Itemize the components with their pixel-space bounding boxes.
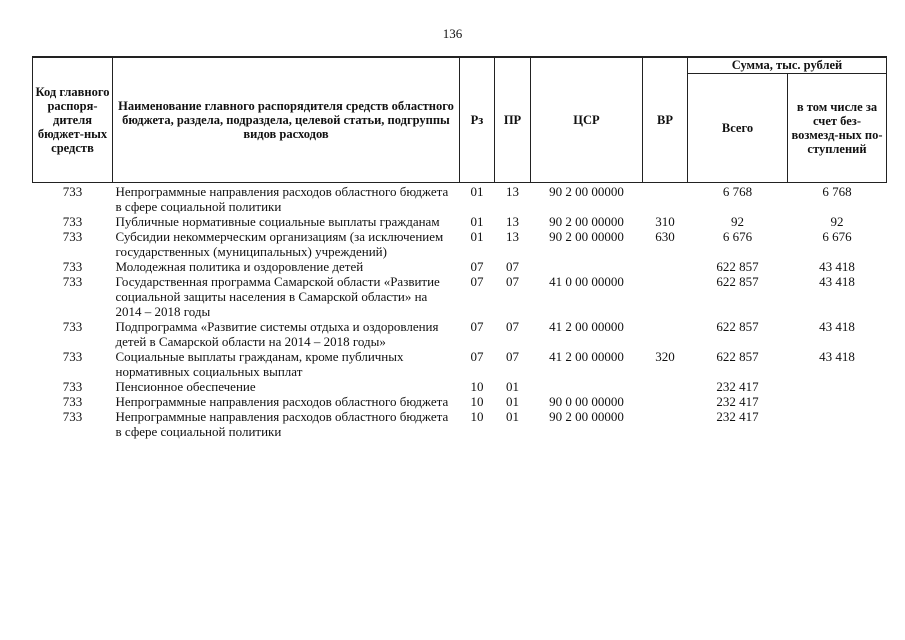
cell-rz: 01	[470, 229, 484, 244]
cell-vr	[643, 259, 688, 274]
cell-pr: 13	[506, 229, 519, 244]
cell-csr	[531, 259, 643, 274]
cell-total: 6 676	[722, 229, 753, 244]
cell-vr: 320	[655, 349, 675, 364]
cell-name: Публичные нормативные социальные выплаты гражданам	[115, 214, 440, 229]
cell-code: 733	[62, 229, 83, 244]
cell-vr	[643, 319, 688, 349]
cell-name: Пенсионное обеспечение	[115, 379, 256, 394]
cell-code: 733	[62, 349, 83, 364]
cell-csr: 90 0 00 00000	[549, 394, 624, 409]
cell-free: 43 418	[819, 349, 855, 364]
cell-name: Подпрограмма «Развитие системы отдыха и оздоровления детей в Самарской области на 2014 – 2018 годы»	[115, 319, 439, 349]
cell-name: Непрограммные направления расходов областного бюджета в сфере социальной политики	[115, 184, 449, 214]
cell-name: Социальные выплаты гражданам, кроме публичных нормативных социальных выплат	[115, 349, 404, 379]
cell-rz: 07	[470, 274, 484, 289]
cell-total: 622 857	[716, 274, 759, 289]
cell-vr: 310	[655, 214, 675, 229]
table-row	[33, 394, 887, 409]
cell-csr: 90 2 00 00000	[549, 184, 624, 199]
cell-code: 733	[62, 214, 83, 229]
table-row	[33, 214, 887, 229]
cell-rz: 07	[470, 319, 484, 334]
table-row	[33, 409, 887, 439]
cell-name: Субсидии некоммерческим организациям (за исключением государственных (муниципальных) учреждений)	[115, 229, 444, 259]
table-row	[33, 349, 887, 379]
cell-rz: 10	[470, 409, 484, 424]
cell-total: 232 417	[716, 409, 759, 424]
cell-vr	[643, 409, 688, 439]
cell-vr	[643, 274, 688, 319]
header-pr: ПР	[495, 57, 531, 183]
cell-csr: 90 2 00 00000	[549, 409, 624, 424]
cell-code: 733	[62, 379, 83, 394]
table-row	[33, 274, 887, 319]
cell-pr: 01	[506, 409, 519, 424]
cell-pr: 07	[506, 319, 519, 334]
header-vr: ВР	[643, 57, 688, 183]
cell-pr: 07	[506, 274, 519, 289]
cell-rz: 07	[470, 349, 484, 364]
cell-free	[788, 379, 887, 394]
cell-rz: 01	[470, 214, 484, 229]
header-total: Всего	[688, 73, 788, 182]
cell-total: 92	[731, 214, 744, 229]
cell-pr: 13	[506, 214, 519, 229]
cell-total: 622 857	[716, 319, 759, 334]
cell-free: 43 418	[819, 319, 855, 334]
cell-rz: 10	[470, 379, 484, 394]
cell-csr	[531, 379, 643, 394]
header-rz: Рз	[460, 57, 495, 183]
cell-code: 733	[62, 259, 83, 274]
cell-free: 6 768	[822, 184, 852, 199]
table-row	[33, 379, 887, 394]
cell-vr: 630	[655, 229, 675, 244]
table-body	[33, 183, 887, 440]
cell-free	[788, 394, 887, 409]
cell-vr	[643, 394, 688, 409]
cell-free: 43 418	[819, 274, 855, 289]
cell-rz: 07	[470, 259, 484, 274]
cell-csr: 41 2 00 00000	[549, 319, 624, 334]
cell-pr: 07	[506, 349, 519, 364]
cell-total: 232 417	[716, 394, 759, 409]
cell-total: 622 857	[716, 259, 759, 274]
cell-total: 6 768	[722, 184, 753, 199]
cell-free: 43 418	[819, 259, 855, 274]
cell-csr: 90 2 00 00000	[549, 229, 624, 244]
table-row	[33, 259, 887, 274]
cell-code: 733	[62, 394, 83, 409]
cell-pr: 01	[506, 394, 519, 409]
cell-name: Непрограммные направления расходов областного бюджета	[115, 394, 449, 409]
cell-name: Непрограммные направления расходов областного бюджета в сфере социальной политики	[115, 409, 449, 439]
cell-code: 733	[62, 319, 83, 334]
cell-csr: 41 0 00 00000	[549, 274, 624, 289]
cell-name: Государственная программа Самарской области «Развитие социальной защиты населения в Самарской области» на 2014 – 2018 годы	[115, 274, 440, 319]
table-row	[33, 319, 887, 349]
cell-code: 733	[62, 409, 83, 424]
header-csr: ЦСР	[531, 57, 643, 183]
cell-csr: 41 2 00 00000	[549, 349, 624, 364]
cell-total: 232 417	[716, 379, 759, 394]
header-name: Наименование главного распорядителя средств областного бюджета, раздела, подраздела, целевой статьи, подгруппы видов расходов	[113, 57, 460, 183]
cell-code: 733	[62, 274, 83, 289]
cell-name: Молодежная политика и оздоровление детей	[115, 259, 364, 274]
cell-vr	[643, 379, 688, 394]
cell-pr: 07	[506, 259, 519, 274]
header-free: в том числе за счет без-возмезд-ных по-ступлений	[788, 73, 887, 182]
header-sum: Сумма, тыс. рублей	[688, 57, 887, 73]
cell-free: 92	[830, 214, 844, 229]
page-number: 136	[442, 26, 463, 41]
cell-pr: 01	[506, 379, 519, 394]
budget-table	[32, 56, 887, 439]
table-row	[33, 183, 887, 215]
table-row	[33, 229, 887, 259]
cell-vr	[643, 183, 688, 215]
cell-free: 6 676	[822, 229, 852, 244]
cell-pr: 13	[506, 184, 519, 199]
header-code: Код главного распоря-дителя бюджет-ных средств	[33, 57, 113, 183]
cell-free	[788, 409, 887, 439]
cell-total: 622 857	[716, 349, 759, 364]
budget-table-container	[32, 56, 886, 439]
cell-code: 733	[62, 184, 83, 199]
cell-rz: 10	[470, 394, 484, 409]
cell-csr: 90 2 00 00000	[549, 214, 624, 229]
cell-rz: 01	[470, 184, 484, 199]
